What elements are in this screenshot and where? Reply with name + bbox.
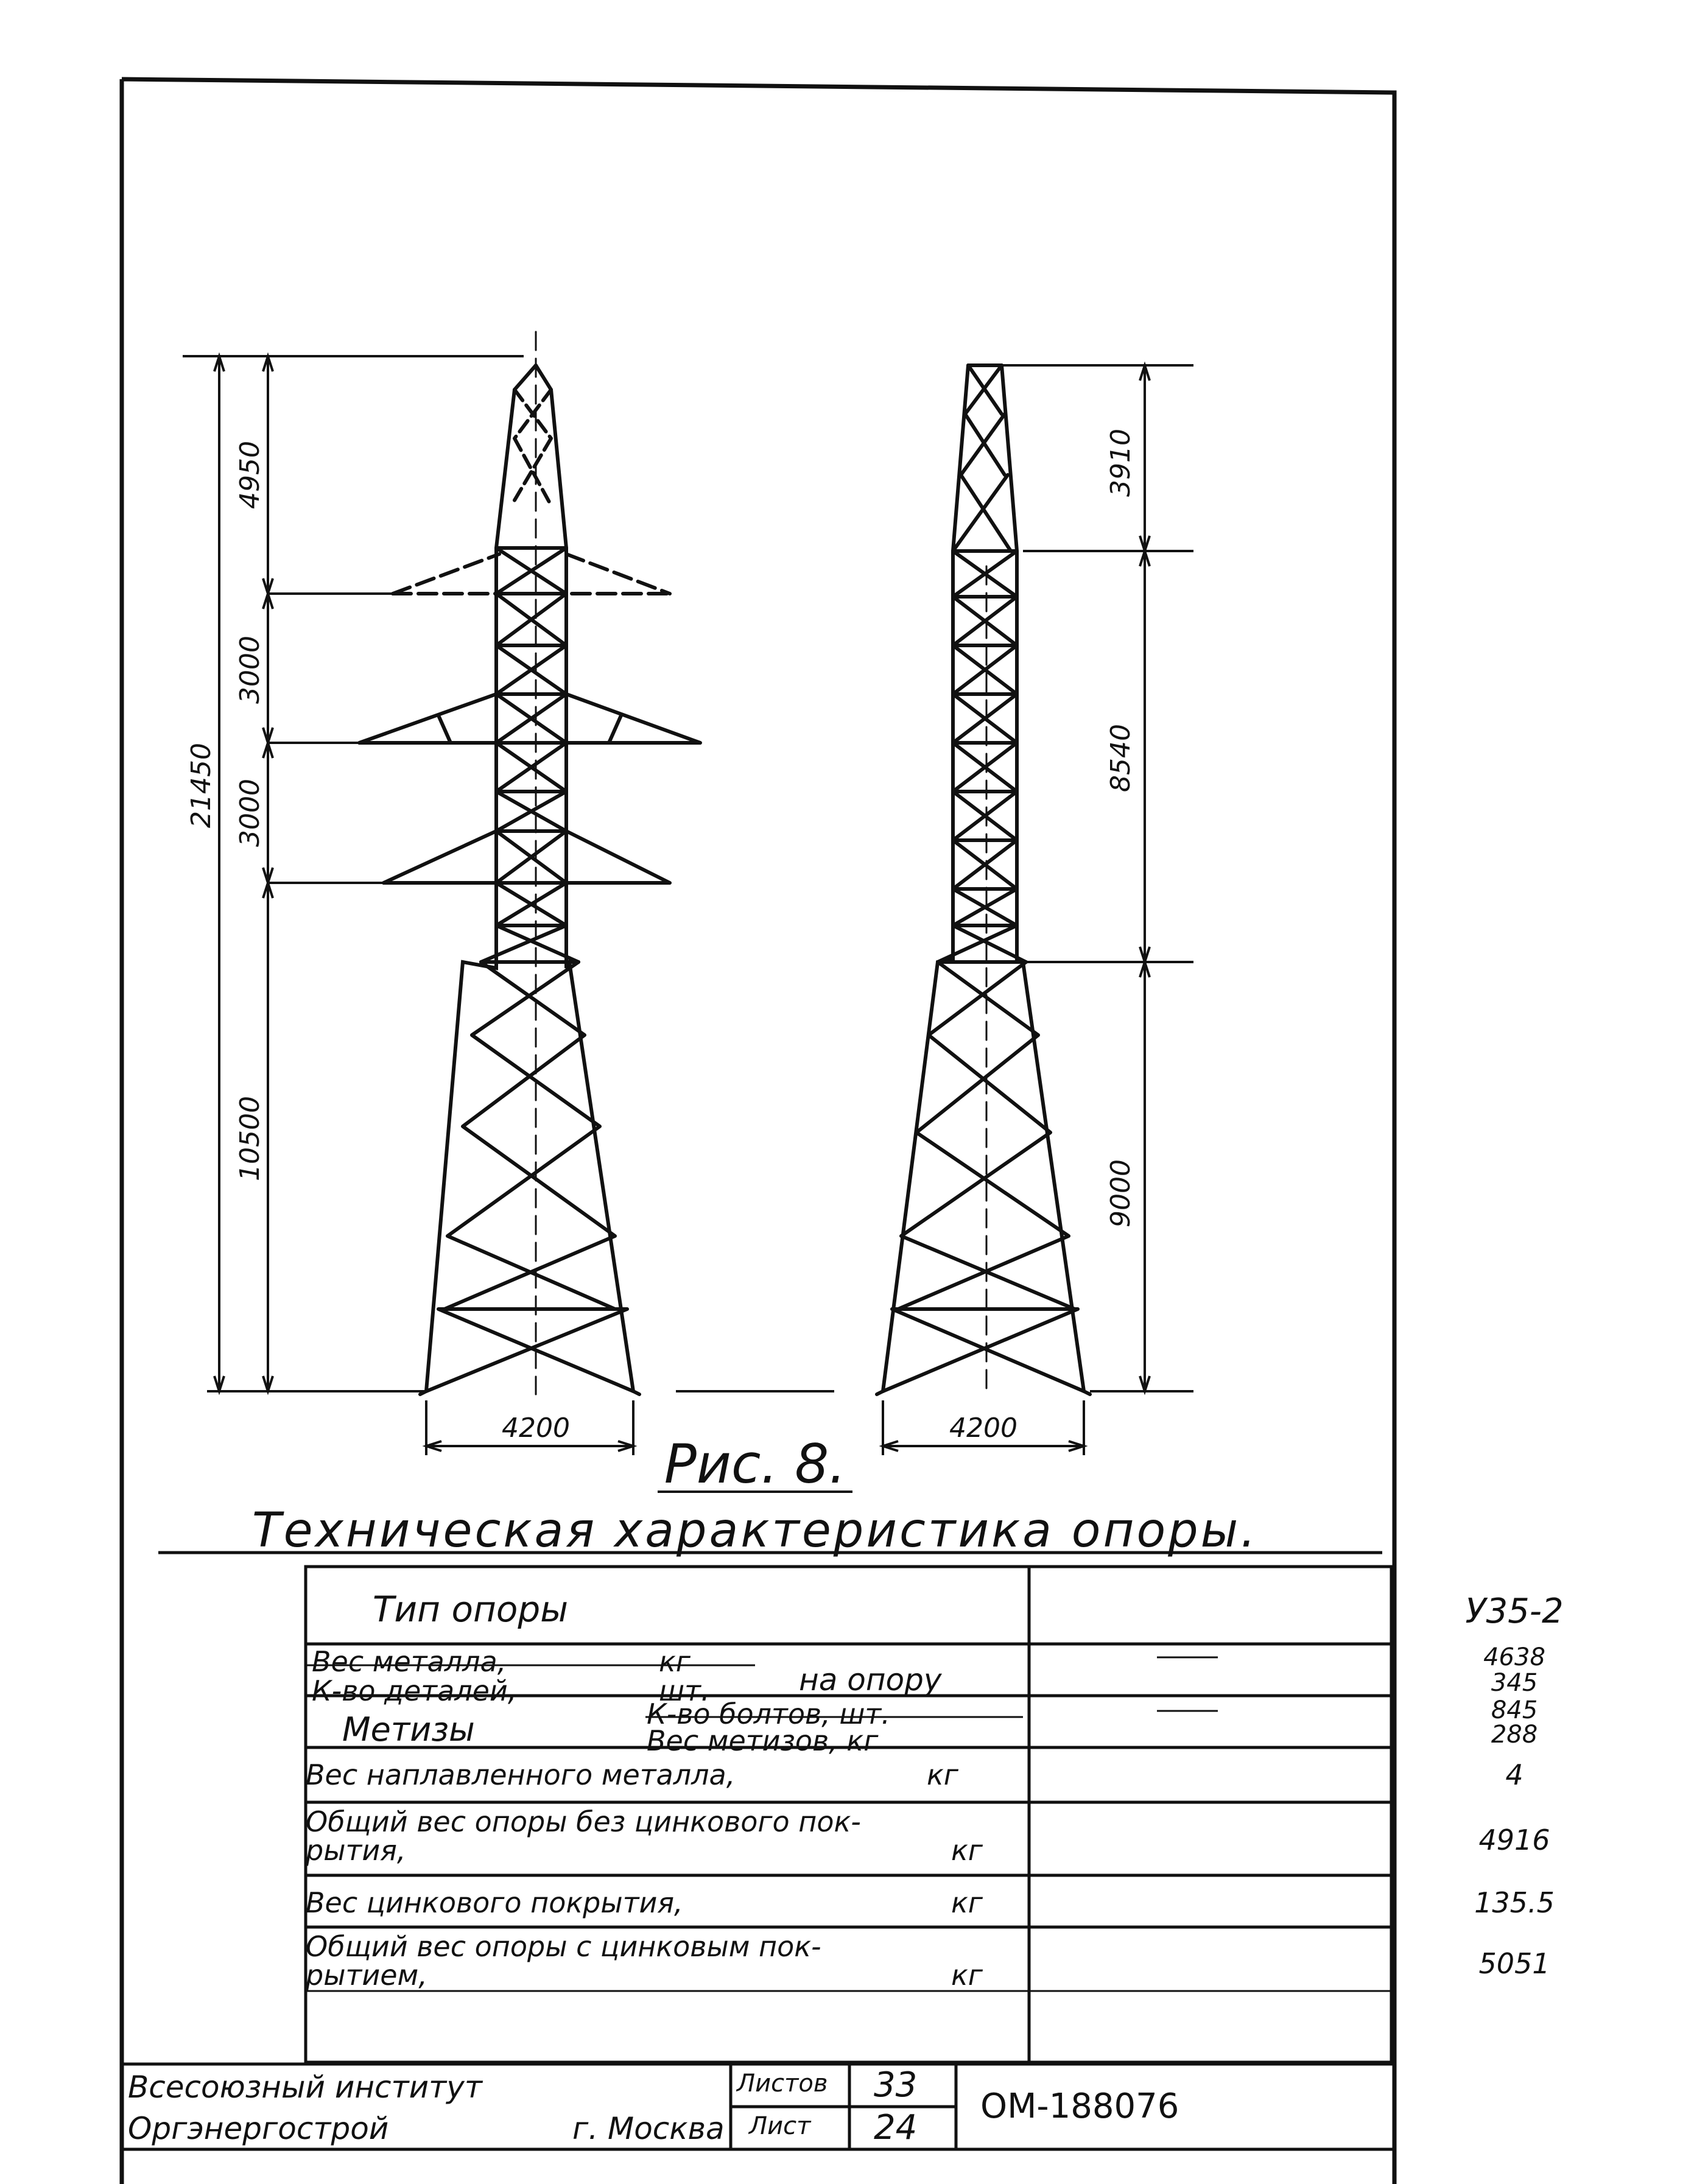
bolts-label: К-во болтов, шт. bbox=[647, 1698, 890, 1730]
institute-line-2: Оргэнергострой bbox=[128, 2111, 389, 2146]
table-title: Техническая характеристика опоры. bbox=[251, 1503, 1259, 1558]
doc-number: ОМ-188076 bbox=[980, 2087, 1179, 2126]
left-tower bbox=[359, 332, 700, 1394]
total-nozinc-value: 4916 bbox=[1478, 1824, 1550, 1856]
zinc-unit: кг bbox=[951, 1886, 983, 1919]
total-nozinc-label-2: рытия, bbox=[306, 1834, 406, 1867]
hardware-weight-value: 288 bbox=[1491, 1721, 1538, 1749]
zinc-label: Вес цинкового покрытия, bbox=[306, 1886, 683, 1919]
dim-left-segment-2: 3000 bbox=[234, 636, 265, 704]
header-value: У35-2 bbox=[1465, 1592, 1564, 1631]
sheet-label: Лист bbox=[749, 2112, 811, 2140]
weld-unit: кг bbox=[927, 1758, 958, 1791]
figure-caption: Рис. 8. bbox=[664, 1433, 846, 1495]
spec-table bbox=[306, 1567, 1564, 2062]
dim-left-segment-1: 4950 bbox=[234, 441, 265, 509]
total-zinc-label-1: Общий вес опоры с цинковым пок- bbox=[306, 1930, 821, 1963]
institute-line-1: Всесоюзный институт bbox=[128, 2070, 483, 2105]
parts-count-value: 345 bbox=[1491, 1669, 1538, 1697]
right-tower bbox=[877, 365, 1090, 1394]
hardware-label: Метизы bbox=[342, 1710, 475, 1749]
city: г. Москва bbox=[572, 2111, 725, 2146]
dim-left-segment-3: 3000 bbox=[234, 779, 265, 847]
dim-left-segment-4: 10500 bbox=[234, 1096, 265, 1181]
metal-weight-label: Вес металла, bbox=[312, 1645, 507, 1678]
parts-count-label: К-во деталей, bbox=[312, 1674, 517, 1707]
dim-overall-height: 21450 bbox=[186, 743, 217, 828]
dim-right-base-width: 4200 bbox=[949, 1413, 1017, 1444]
hardware-weight-label: Вес метизов, кг bbox=[647, 1724, 879, 1757]
title-block bbox=[122, 2062, 1394, 2184]
total-zinc-label-2: рытием, bbox=[306, 1959, 427, 1992]
total-zinc-unit: кг bbox=[951, 1959, 983, 1992]
metal-weight-unit: кг bbox=[659, 1645, 691, 1678]
total-zinc-value: 5051 bbox=[1478, 1947, 1550, 1980]
bolts-value: 845 bbox=[1491, 1696, 1538, 1724]
sheets-label: Листов bbox=[737, 2070, 828, 2098]
zinc-value: 135.5 bbox=[1474, 1886, 1555, 1919]
dim-right-segment-3: 9000 bbox=[1105, 1159, 1136, 1227]
dim-right-segment-2: 8540 bbox=[1105, 724, 1136, 792]
weld-value: 4 bbox=[1505, 1758, 1524, 1791]
weld-label: Вес наплавленного металла, bbox=[306, 1758, 736, 1791]
sheets-value: 33 bbox=[874, 2065, 918, 2105]
sheet-value: 24 bbox=[874, 2108, 918, 2147]
dim-right-segment-1: 3910 bbox=[1105, 429, 1136, 497]
header-label: Тип опоры bbox=[373, 1589, 568, 1630]
parts-count-unit: шт. bbox=[659, 1674, 710, 1707]
dim-left-base-width: 4200 bbox=[502, 1413, 570, 1444]
total-nozinc-label-1: Общий вес опоры без цинкового пок- bbox=[306, 1805, 861, 1838]
per-support: на опору bbox=[799, 1662, 942, 1698]
metal-weight-value: 4638 bbox=[1483, 1643, 1545, 1671]
total-nozinc-unit: кг bbox=[951, 1834, 983, 1867]
